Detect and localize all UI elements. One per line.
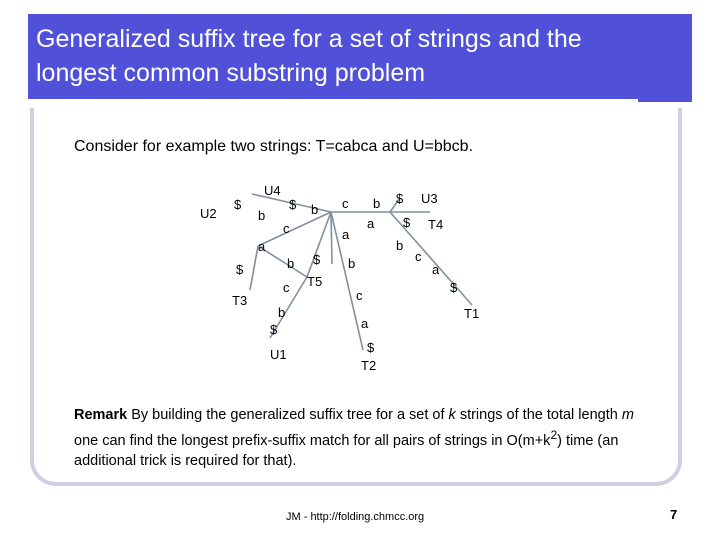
leaf-label-u3: U3: [421, 191, 438, 206]
remark-var-m: m: [621, 407, 634, 423]
edge-label-dollar: $: [313, 252, 321, 267]
remark-var-k: k: [448, 407, 456, 423]
leaf-label-t1: T1: [464, 306, 480, 321]
leaf-label-u1: U1: [270, 347, 287, 362]
edge-label-b: b: [258, 208, 266, 223]
remark-text: By building the generalized suffix tree for a set of: [127, 407, 449, 423]
edge-label-dollar: $: [403, 215, 411, 230]
edge-label-a: a: [342, 227, 350, 242]
leaf-label-t3: T3: [232, 293, 248, 308]
remark-lead: Remark: [74, 407, 128, 423]
edge-label-c: c: [415, 249, 422, 264]
footer-text: JM - http://folding.chmcc.org: [286, 511, 425, 523]
edge-label-c: c: [342, 196, 349, 211]
edge-label-c: c: [283, 221, 290, 236]
edge-label-dollar: $: [236, 262, 244, 277]
edge-label-a: a: [432, 262, 440, 277]
edge-label-dollar: $: [367, 340, 375, 355]
edge: [258, 246, 307, 277]
edge-label-c: c: [356, 288, 363, 303]
leaf-label-t4: T4: [428, 217, 444, 232]
edge-label-a: a: [367, 216, 375, 231]
edge-label-b: b: [396, 238, 404, 253]
edge-label-b: b: [287, 256, 295, 271]
title-line-2: longest common substring problem: [36, 59, 426, 87]
edge: [250, 246, 258, 290]
edge-label-dollar: $: [450, 280, 458, 295]
leaf-label-t5: T5: [307, 274, 323, 289]
remark-text: strings of the total length: [455, 407, 622, 423]
edge-label-a: a: [361, 316, 369, 331]
leaf-label-u4: U4: [264, 183, 281, 198]
leaf-label-t2: T2: [361, 358, 377, 373]
remark-text: one can find the longest prefix-suffix match for all pairs of strings in O(m+k: [74, 432, 551, 449]
edge-label-c: c: [283, 280, 290, 295]
title-line-1: Generalized suffix tree for a set of strings and the: [36, 25, 582, 53]
edge-label-a: a: [258, 239, 266, 254]
edge: [331, 212, 332, 264]
edge-label-b: b: [373, 196, 381, 211]
edge-label-dollar: $: [234, 197, 242, 212]
edge-label-b: b: [311, 202, 319, 217]
remark-superscript: 2: [550, 428, 558, 442]
edge-label-dollar: $: [396, 191, 404, 206]
edge-label-dollar: $: [289, 197, 297, 212]
edge-label-dollar: $: [270, 322, 278, 337]
page-number: 7: [670, 507, 678, 522]
remark-paragraph: [74, 405, 644, 471]
remark-text: ) time (an additional trick is required for that).: [74, 432, 619, 469]
edge-label-b: b: [348, 256, 356, 271]
intro-text: Consider for example two strings: T=cabca and U=bbcb.: [74, 138, 474, 155]
edge-label-b: b: [278, 305, 286, 320]
leaf-label-u2: U2: [200, 206, 217, 221]
